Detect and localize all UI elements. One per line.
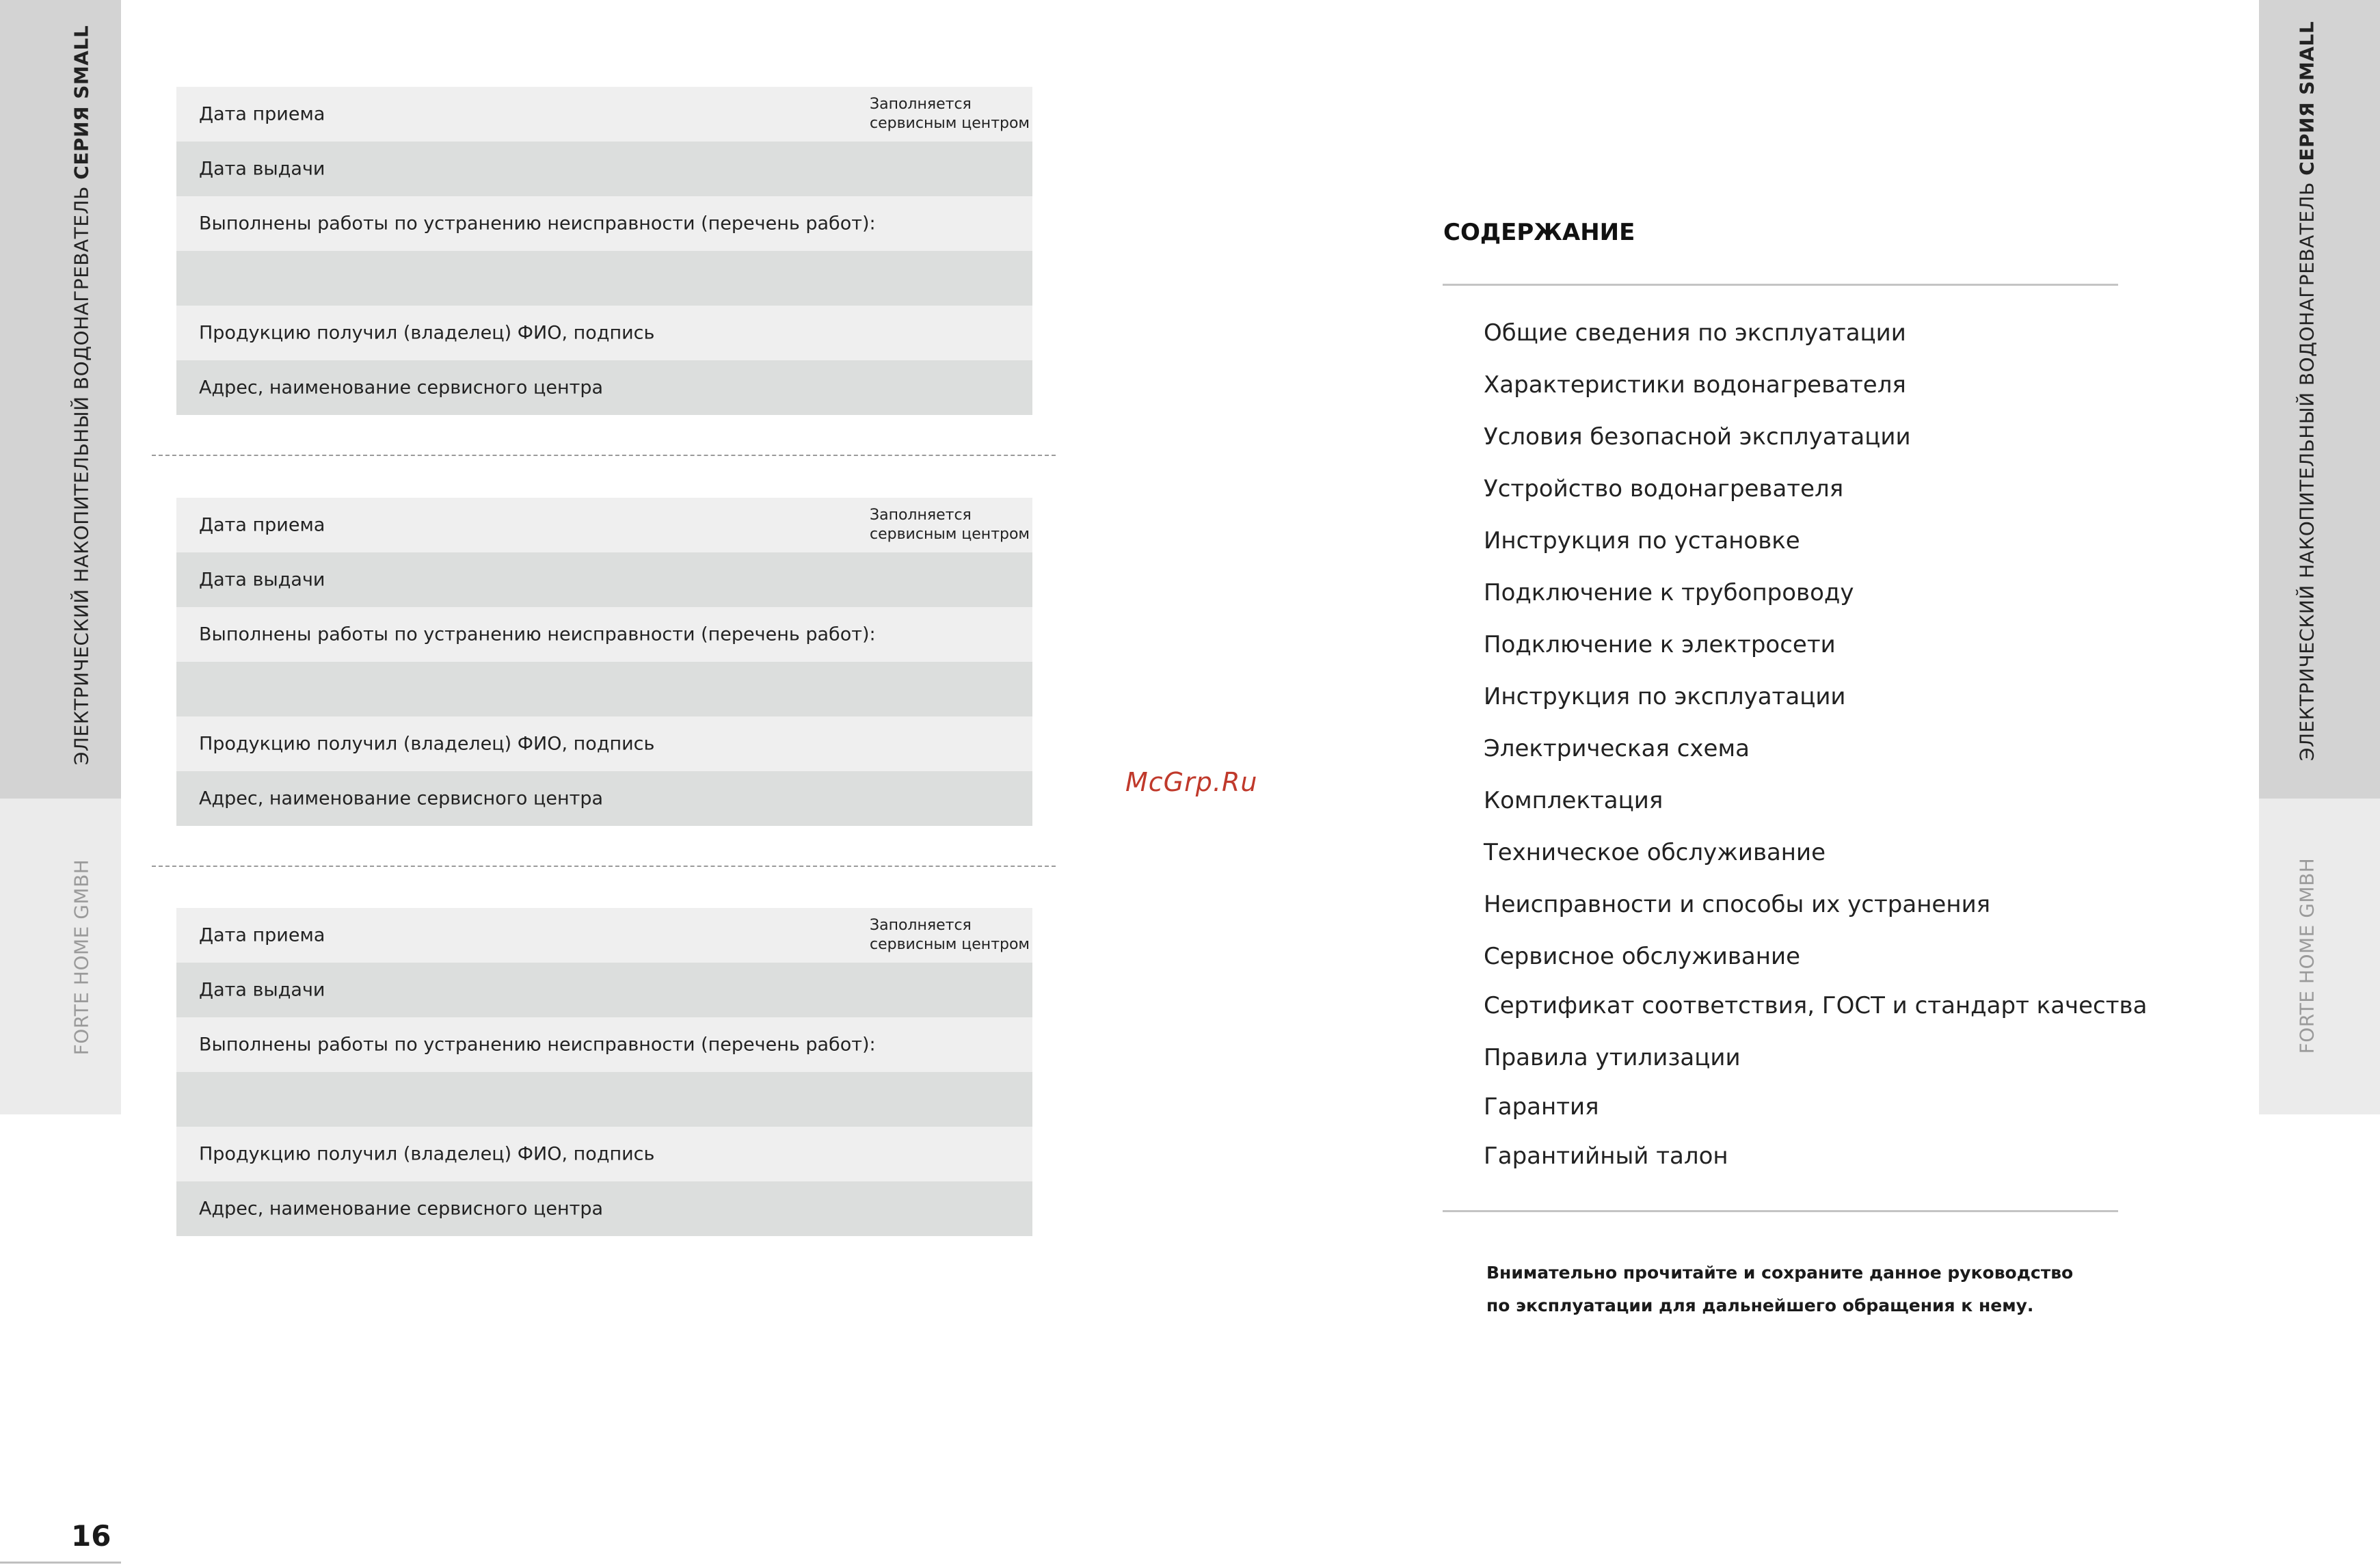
sidebar-company-band xyxy=(0,799,121,1114)
work-done-row xyxy=(176,196,1032,251)
service-address-label: Адрес, наименование сервисного центра xyxy=(199,1198,604,1220)
date-issued-row xyxy=(176,552,1032,607)
date-issued-label: Дата выдачи xyxy=(199,158,325,180)
work-done-label: Выполнены работы по устранению неисправности (перечень работ): xyxy=(199,213,876,235)
date-received-row xyxy=(176,908,1032,963)
toc-item[interactable]: Общие сведения по эксплуатации xyxy=(1484,319,1906,347)
cut-line xyxy=(152,455,1056,456)
service-address-row xyxy=(176,771,1032,826)
toc-item[interactable]: Неисправности и способы их устранения xyxy=(1484,891,1991,918)
toc-title: СОДЕРЖАНИЕ xyxy=(1443,219,1635,246)
sidebar-company-name: FORTE HOME GMBH xyxy=(70,859,93,1056)
toc-note: Внимательно прочитайте и сохраните данное руководство по эксплуатации для дальнейшего обращения к нему. xyxy=(1486,1263,2074,1315)
sidebar-product-title: ЭЛЕКТРИЧЕСКИЙ НАКОПИТЕЛЬНЫЙ ВОДОНАГРЕВАТЕЛЬ СЕРИЯ SMALL xyxy=(70,25,93,766)
received-by-label: Продукцию получил (владелец) ФИО, подпись xyxy=(199,733,655,755)
service-address-row xyxy=(176,1181,1032,1236)
toc-item[interactable]: Гарантия xyxy=(1484,1093,1599,1121)
work-done-row xyxy=(176,607,1032,662)
watermark: McGrp.Ru xyxy=(1125,767,1258,797)
toc-item[interactable]: Сертификат соответствия, ГОСТ и стандарт качества xyxy=(1484,992,2148,1019)
received-by-row xyxy=(176,306,1032,360)
service-coupon-2 xyxy=(176,498,1032,826)
date-received-label: Дата приема xyxy=(199,103,325,125)
filled-by-service-note: Заполняется сервисным центром xyxy=(870,507,1030,543)
service-address-label: Адрес, наименование сервисного центра xyxy=(199,377,604,399)
received-by-row xyxy=(176,1127,1032,1181)
toc-item[interactable]: Устройство водонагревателя xyxy=(1484,475,1844,503)
received-by-label: Продукцию получил (владелец) ФИО, подпись xyxy=(199,322,655,344)
toc-item[interactable]: Инструкция по установке xyxy=(1484,527,1800,554)
toc-item[interactable]: Инструкция по эксплуатации xyxy=(1484,683,1846,710)
toc-item[interactable]: Подключение к трубопроводу xyxy=(1484,579,1854,606)
toc-item[interactable]: Условия безопасной эксплуатации xyxy=(1484,423,1911,451)
sidebar-title-band xyxy=(0,0,121,799)
toc-item[interactable]: Комплектация xyxy=(1484,787,1663,814)
work-done-label: Выполнены работы по устранению неисправности (перечень работ): xyxy=(199,624,876,645)
toc-item[interactable]: Правила утилизации xyxy=(1484,1044,1741,1071)
page-number: 16 xyxy=(71,1519,111,1553)
filled-by-service-note: Заполняется сервисным центром xyxy=(870,917,1030,953)
toc-top-rule xyxy=(1443,284,2118,286)
received-by-label: Продукцию получил (владелец) ФИО, подпись xyxy=(199,1143,655,1165)
date-received-row xyxy=(176,498,1032,552)
sidebar-company-name: FORTE HOME GMBH xyxy=(2295,857,2318,1054)
sidebar-company-band xyxy=(2259,799,2380,1114)
toc-item[interactable]: Характеристики водонагревателя xyxy=(1484,371,1906,399)
date-issued-row xyxy=(176,963,1032,1017)
date-received-label: Дата приема xyxy=(199,514,325,536)
toc-item[interactable]: Сервисное обслуживание xyxy=(1484,943,1800,970)
page-number-rule xyxy=(0,1562,121,1564)
sidebar-product-title: ЭЛЕКТРИЧЕСКИЙ НАКОПИТЕЛЬНЫЙ ВОДОНАГРЕВАТЕЛЬ СЕРИЯ SMALL xyxy=(2295,21,2318,762)
service-address-label: Адрес, наименование сервисного центра xyxy=(199,788,604,809)
work-done-blank-row xyxy=(176,251,1032,306)
toc-item[interactable]: Техническое обслуживание xyxy=(1484,839,1826,866)
cut-line xyxy=(152,866,1056,867)
toc-item[interactable]: Гарантийный талон xyxy=(1484,1142,1728,1170)
toc-item[interactable]: Электрическая схема xyxy=(1484,735,1750,762)
work-done-blank-row xyxy=(176,662,1032,716)
received-by-row xyxy=(176,716,1032,771)
date-issued-row xyxy=(176,142,1032,196)
date-issued-label: Дата выдачи xyxy=(199,569,325,591)
toc-bottom-rule xyxy=(1443,1210,2118,1212)
date-issued-label: Дата выдачи xyxy=(199,979,325,1001)
service-coupon-1 xyxy=(176,87,1032,415)
toc-item[interactable]: Подключение к электросети xyxy=(1484,631,1836,658)
filled-by-service-note: Заполняется сервисным центром xyxy=(870,96,1030,132)
service-coupon-3 xyxy=(176,908,1032,1236)
service-address-row xyxy=(176,360,1032,415)
date-received-row xyxy=(176,87,1032,142)
sidebar-title-band xyxy=(2259,0,2380,799)
work-done-blank-row xyxy=(176,1072,1032,1127)
date-received-label: Дата приема xyxy=(199,924,325,946)
work-done-label: Выполнены работы по устранению неисправности (перечень работ): xyxy=(199,1034,876,1056)
work-done-row xyxy=(176,1017,1032,1072)
